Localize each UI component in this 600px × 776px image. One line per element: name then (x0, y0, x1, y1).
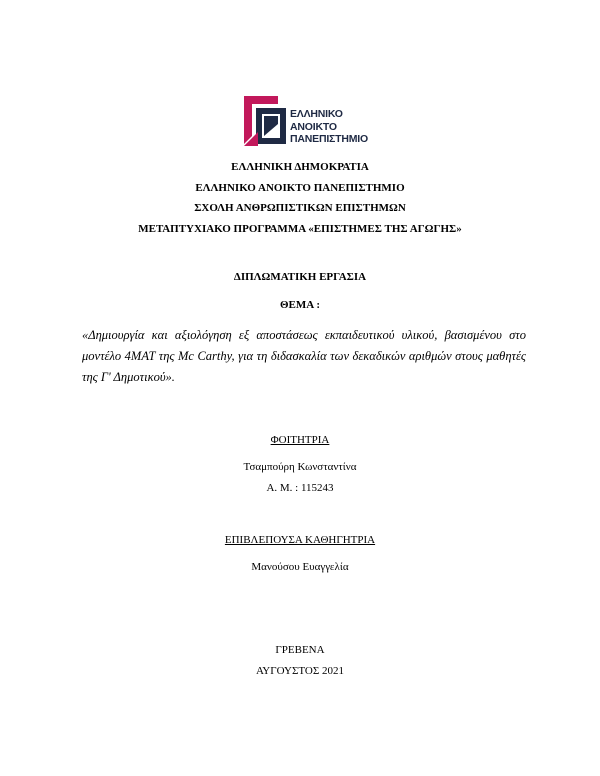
header-university: ΕΛΛΗΝΙΚΟ ΑΝΟΙΚΤΟ ΠΑΝΕΠΙΣΤΗΜΙΟ (195, 182, 405, 194)
supervisor-label: ΕΠΙΒΛΕΠΟΥΣΑ ΚΑΘΗΓΗΤΡΙΑ (224, 534, 376, 546)
logo-line-3: ΠΑΝΕΠΙΣΤΗΜΙΟ (290, 133, 368, 145)
student-id: Α. Μ. : 115243 (266, 482, 334, 494)
footer-place: ΓΡΕΒΕΝΑ (275, 644, 325, 656)
hou-logo-icon (242, 94, 288, 148)
student-name: Τσαμπούρη Κωνσταντίνα (243, 461, 357, 473)
thesis-type: ΔΙΠΛΩΜΑΤΙΚΗ ΕΡΓΑΣΙΑ (233, 271, 367, 283)
logo-text (290, 108, 368, 146)
header-program: ΜΕΤΑΠΤΥΧΙΑΚΟ ΠΡΟΓΡΑΜΜΑ «ΕΠΙΣΤΗΜΕΣ ΤΗΣ ΑΓΩΓΗΣ» (138, 223, 462, 235)
header-republic: ΕΛΛΗΝΙΚΗ ΔΗΜΟΚΡΑΤΙΑ (231, 161, 369, 173)
supervisor-name: Μανούσου Ευαγγελία (251, 561, 349, 573)
footer-date: ΑΥΓΟΥΣΤΟΣ 2021 (256, 665, 344, 677)
university-logo (242, 94, 372, 148)
logo-line-2: ΑΝΟΙΚΤΟ (290, 120, 337, 133)
subject-label: ΘΕΜΑ : (279, 299, 321, 311)
header-school: ΣΧΟΛΗ ΑΝΘΡΩΠΙΣΤΙΚΩΝ ΕΠΙΣΤΗΜΩΝ (194, 202, 406, 214)
logo-line-1: ΕΛΛΗΝΙΚΟ (290, 108, 343, 120)
student-label: ΦΟΙΤΗΤΡΙΑ (270, 434, 330, 446)
thesis-subject: «Δημιουργία και αξιολόγηση εξ αποστάσεως εκπαιδευτικού υλικού, βασισμένου στο μοντέλο 4MAT της Mc Carthy, για τη διδασκαλία των δεκαδικών αριθμών στους μαθητές της Γ' Δημοτικού». (82, 328, 526, 384)
